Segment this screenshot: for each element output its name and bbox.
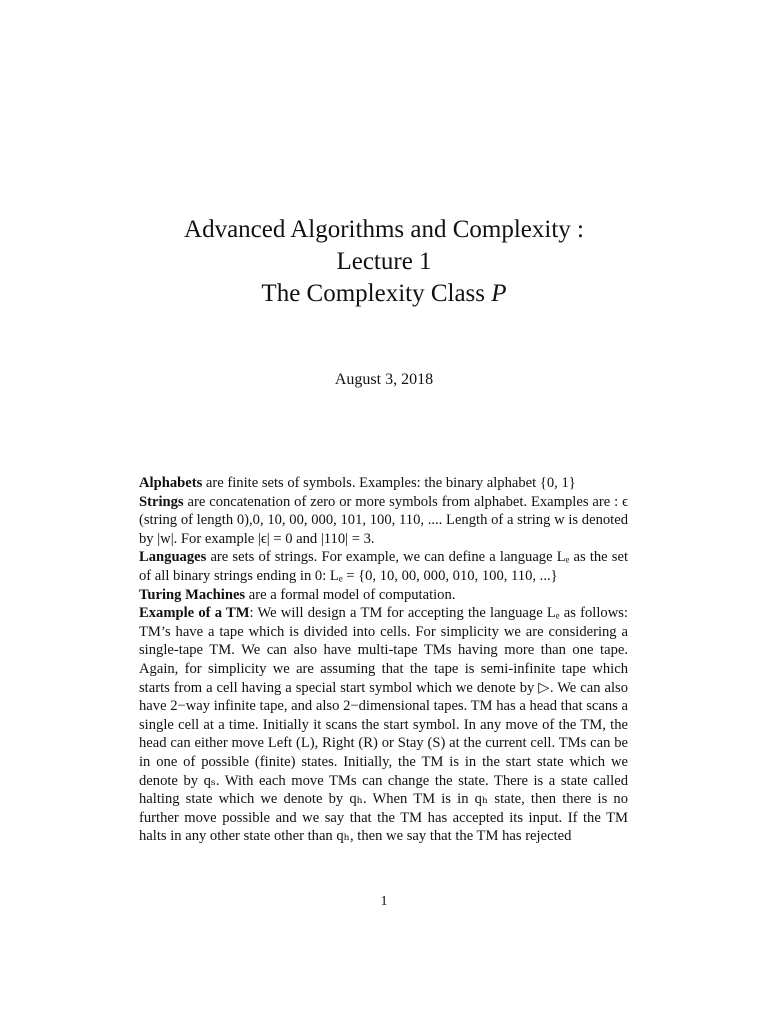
title-topic-math: P	[491, 280, 507, 307]
document-date: August 3, 2018	[334, 371, 434, 388]
paragraph-languages-text: are sets of strings. For example, we can define a language Lₑ as the set of all binary strings ending in 0: Lₑ = {0, 10, 00, 000, 010, 100, 110, ...}	[139, 549, 628, 584]
paragraph-turing-machines-text: are a formal model of computation.	[245, 586, 456, 603]
paragraph-example-tm-text: : We will design a TM for accepting the language Lₑ as follows: TM’s have a tape which is divided into cells. For simplicity we are considering a single-tape TM. We can also have multi-tape TMs having more than one tape. Again, for simplicity we are assuming that the tape is semi-infinite tape which starts from a cell having a special start symbol which we denote by ▷. We can also have 2−way infinite tape, and also 2−dimensional tapes. TM has a head that scans a single cell at a time. Initially it scans the start symbol. In any move of the TM, the head can either move Left (L), Right (R) or Stay (S) at the current cell. TMs can be in one of possible (finite) states. Initially, the TM is in the start state which we denote by qₛ. With each move TMs can change the state. There is a state called halting state which we denote by qₕ. When TM is in qₕ state, then there is no further move possible and we say that the TM has accepted its input. If the TM halts in any other state other than qₕ, then we say that the TM has rejected	[139, 605, 628, 845]
title-line-course: Advanced Algorithms and Complexity :	[184, 216, 584, 243]
paragraph-strings-text: are concatenation of zero or more symbols from alphabet. Examples are : ϵ (string of length 0),0, 10, 00, 000, 101, 100, 110, .... Length of a string w is denoted by |w|. For example |ϵ| = 0 and |110| = 3.	[139, 493, 628, 547]
term-languages: Languages	[139, 549, 207, 566]
paragraph-turing-machines	[139, 586, 628, 605]
page-number: 1	[380, 894, 388, 909]
paragraph-strings	[139, 493, 628, 549]
document-title	[0, 214, 768, 310]
title-line-lecture: Lecture 1	[336, 248, 432, 275]
term-strings: Strings	[139, 493, 184, 510]
title-line-topic	[0, 278, 768, 310]
term-alphabets: Alphabets	[139, 475, 203, 491]
term-turing-machines: Turing Machines	[139, 586, 246, 603]
title-topic-text: The Complexity Class	[261, 280, 492, 307]
paragraph-languages	[139, 548, 628, 585]
body-text	[139, 474, 628, 846]
term-example-tm: Example of a TM	[139, 605, 250, 622]
paragraph-example-tm	[139, 604, 628, 846]
paragraph-alphabets	[139, 474, 628, 493]
paragraph-alphabets-text: are finite sets of symbols. Examples: the binary alphabet {0, 1}	[202, 475, 576, 491]
